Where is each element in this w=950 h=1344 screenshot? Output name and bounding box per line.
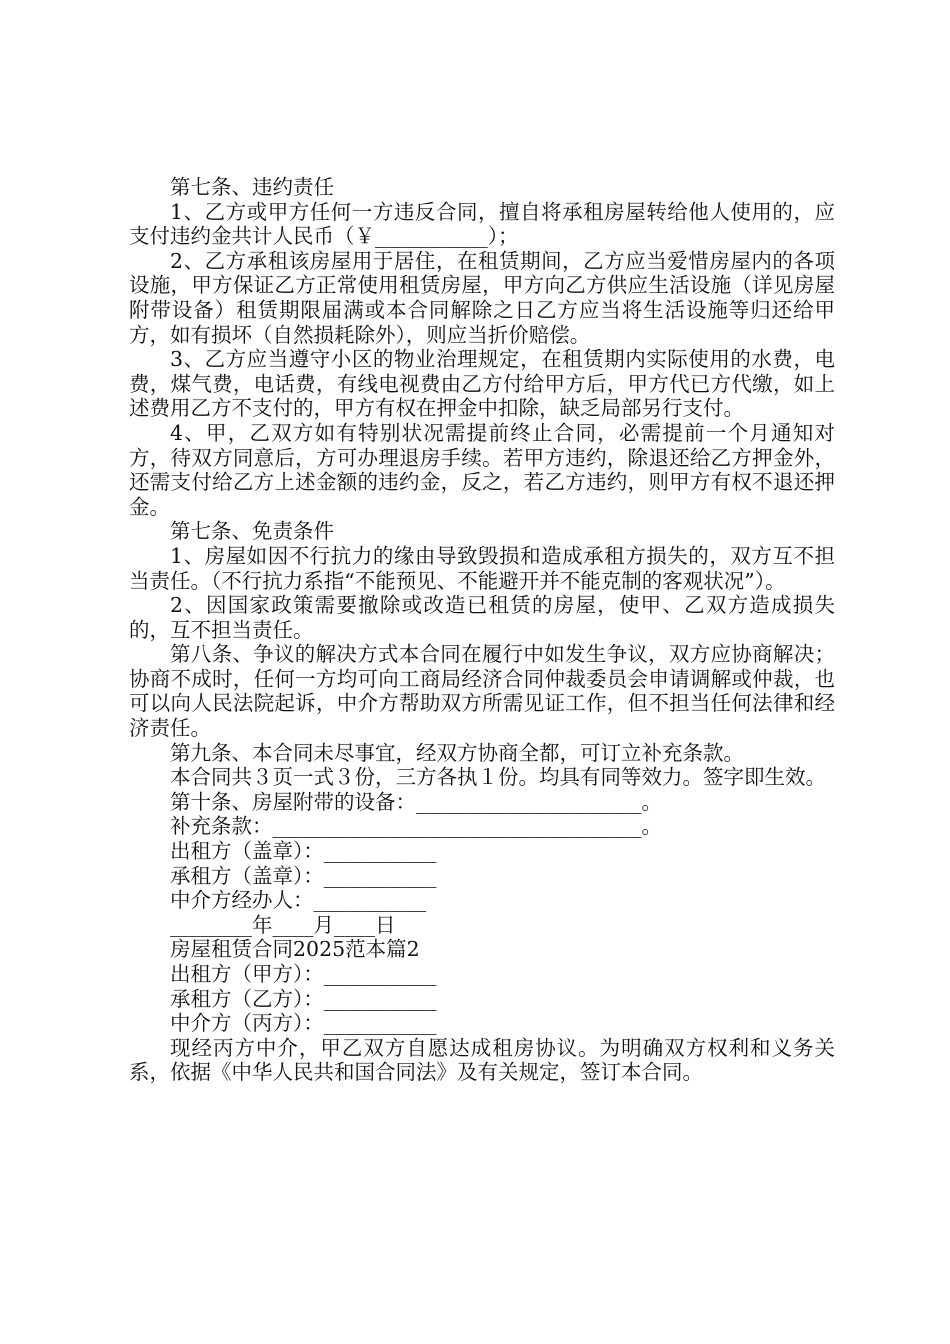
date-line: ________年____月____日 (170, 912, 396, 937)
supplement-clause: 补充条款：____________________________________。 (170, 814, 662, 839)
party-b-line: 承租方（乙方）：___________ (170, 986, 437, 1011)
agent-handler-line: 中介方经办人：___________ (170, 888, 427, 913)
section-7-clause-4: 4、甲，乙双方如有特别状况需提前终止合同，必需提前一个月通知对方，待双方同意后，方可办理退房手续。若甲方违约，除退还给乙方押金外，还需支付给乙方上述金额的违约金，反之，若乙方违约，则甲方有权不退还押金。 (129, 420, 835, 519)
party-a-line: 出租方（甲方）：___________ (170, 962, 437, 986)
section-7-title: 第七条、违约责任 (170, 175, 334, 199)
section-7-clause-2: 2、乙方承租该房屋用于居住，在租赁期间，乙方应当爱惜房屋内的各项设施，甲方保证乙方正常使用租赁房屋，甲方向乙方供应生活设施（详见房屋附带设备）租赁期限届满或本合同解除之日乙方应当将生活设施等归还给甲方，如有损坏（自然损耗除外），则应当折价赔偿。 (129, 248, 835, 347)
section-7b-title: 第七条、免责条件 (170, 519, 334, 544)
section-10-equipment: 第十条、房屋附带的设备：______________________。 (170, 789, 662, 814)
section-7-clause-1: 1、乙方或甲方任何一方违反合同，擅自将承租房屋转给他人使用的，应支付违约金共计人民币（￥___________）； (129, 199, 835, 249)
lessor-seal-line: 出租方（盖章）：___________ (170, 839, 437, 864)
document-page (129, 175, 835, 1085)
contract-2-intro: 现经丙方中介，甲乙双方自愿达成租房协议。为明确双方权利和义务关系，依据《中华人民共和国合同法》及有关规定，签订本合同。 (129, 1035, 835, 1085)
section-9: 第九条、本合同未尽事宜，经双方协商全都，可订立补充条款。 (170, 740, 744, 765)
contract-2-title: 房屋租赁合同2025范本篇2 (170, 937, 420, 962)
section-7b-clause-2: 2、因国家政策需要撤除或改造已租赁的房屋，使甲、乙双方造成损失的，互不担当责任。 (129, 593, 835, 642)
lessee-seal-line: 承租方（盖章）：___________ (170, 863, 437, 888)
party-c-line: 中介方（丙方）：___________ (170, 1011, 437, 1036)
section-7b-clause-1: 1、房屋如因不行抗力的缘由导致毁损和造成承租方损失的，双方互不担当责任。（不行抗力系指“不能预见、不能避开并不能克制的客观状况”）。 (129, 543, 835, 593)
section-7-clause-3: 3、乙方应当遵守小区的物业治理规定，在租赁期内实际使用的水费，电费，煤气费，电话费，有线电视费由乙方付给甲方后，甲方代已方代缴，如上述费用乙方不支付的，甲方有权在押金中扣除，缺乏局部另行支付。 (129, 347, 835, 421)
copies-statement: 本合同共３页一式３份，三方各执１份。均具有同等效力。签字即生效。 (170, 765, 826, 790)
section-8: 第八条、争议的解决方式本合同在履行中如发生争议，双方应协商解决；协商不成时，任何一方均可向工商局经济合同仲裁委员会申请调解或仲裁，也可以向人民法院起诉，中介方帮助双方所需见证工作，但不担当任何法律和经济责任。 (129, 642, 835, 741)
